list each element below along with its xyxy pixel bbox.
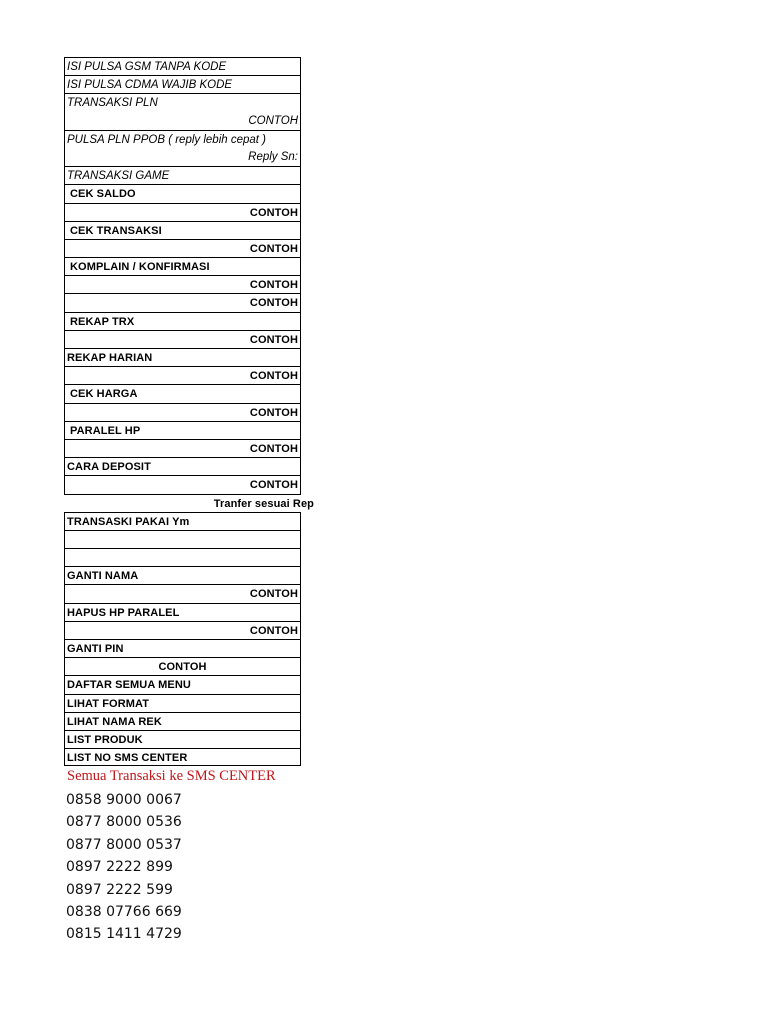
table-row: CONTOH: [64, 439, 301, 457]
table-row: CONTOH: [64, 203, 301, 221]
table-row: CONTOH: [64, 584, 301, 602]
table-row: TRANSAKSI PLN: [64, 93, 301, 111]
spreadsheet-table: [64, 57, 314, 766]
table-row: [64, 494, 314, 512]
table-row: [64, 548, 301, 566]
table-row: HAPUS HP PARALEL: [64, 603, 301, 621]
table-row: GANTI PIN: [64, 639, 301, 657]
table-row: CONTOH: [64, 475, 301, 493]
sms-center-section: [66, 768, 276, 946]
table-row: CEK HARGA: [64, 384, 301, 402]
phone-number: 0858 9000 0067: [66, 792, 182, 808]
table-row: CONTOH: [64, 403, 301, 421]
table-row: [64, 530, 301, 548]
table-row: DAFTAR SEMUA MENU: [64, 675, 301, 693]
deposit-note: Tranfer sesuai Rep: [213, 497, 314, 510]
table-row: CONTOH: [64, 621, 301, 639]
table-row: CARA DEPOSIT: [64, 457, 301, 475]
table-row: TRANSAKSI GAME: [64, 166, 301, 184]
table-row: PULSA PLN PPOB ( reply lebih cepat ): [64, 130, 301, 148]
phone-number: 0877 8000 0537: [66, 836, 182, 853]
table-row: ISI PULSA CDMA WAJIB KODE: [64, 75, 301, 93]
table-row: REKAP HARIAN: [64, 348, 301, 366]
table-row: KOMPLAIN / KONFIRMASI: [64, 257, 301, 275]
table-row: LIST NO SMS CENTER: [64, 748, 301, 766]
table-row: TRANSASKI PAKAI Ym: [64, 512, 301, 530]
table-row: CONTOH: [64, 275, 301, 293]
table-row: GANTI NAMA: [64, 566, 301, 584]
table-row: CONTOH: [64, 330, 301, 348]
table-row: LIHAT NAMA REK: [64, 712, 301, 730]
table-row: LIST PRODUK: [64, 730, 301, 748]
table-row: REKAP TRX: [64, 312, 301, 330]
phone-number: 0877 8000 0536: [66, 814, 182, 831]
table-row: ISI PULSA GSM TANPA KODE: [64, 57, 301, 75]
table-row: CONTOH: [64, 366, 301, 384]
table-row: PARALEL HP: [64, 421, 301, 439]
phone-number: 0897 2222 599: [66, 881, 173, 898]
table-row: CONTOH: [64, 657, 301, 675]
phone-number: 0838 07766 669: [66, 903, 182, 920]
table-row: CONTOH: [64, 112, 301, 130]
phone-number: 0897 2222 899: [66, 859, 173, 876]
table-row: LIHAT FORMAT: [64, 694, 301, 712]
sms-center-title: Semua Transaksi ke SMS CENTER: [67, 768, 276, 784]
table-row: CONTOH: [64, 293, 301, 311]
table-row: Reply Sn:: [64, 148, 301, 166]
table-row: CEK SALDO: [64, 184, 301, 202]
table-row: CONTOH: [64, 239, 301, 257]
table-row: CEK TRANSAKSI: [64, 221, 301, 239]
phone-number: 0815 1411 4729: [66, 926, 182, 943]
